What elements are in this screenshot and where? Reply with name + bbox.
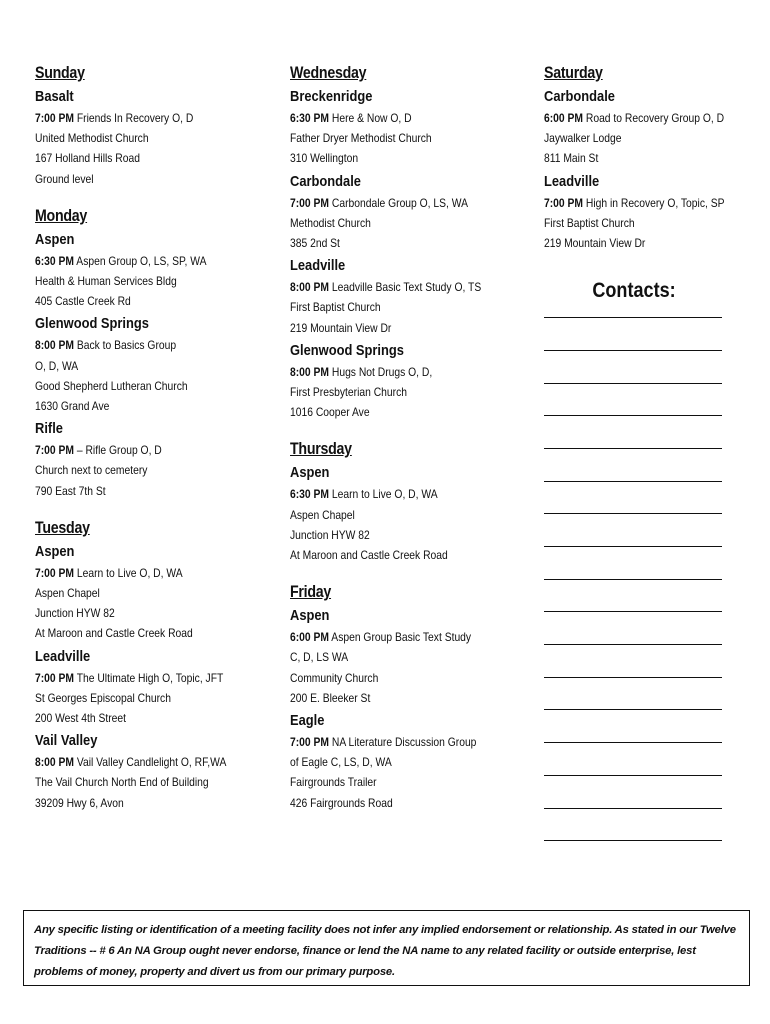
meeting-text: Aspen Chapel xyxy=(290,507,355,522)
meeting-text: 811 Main St xyxy=(544,151,599,166)
meeting-text: First Presbyterian Church xyxy=(290,385,408,400)
meeting-text: 200 E. Bleeker St xyxy=(290,690,371,705)
meeting-time: 7:00 PM xyxy=(35,443,75,458)
contact-blank-line xyxy=(544,775,722,776)
meeting-text: First Baptist Church xyxy=(290,300,381,315)
meeting-text: Fairgrounds Trailer xyxy=(290,775,377,790)
meeting-line xyxy=(544,108,725,128)
meeting-text: – Rifle Group O, D xyxy=(74,443,162,458)
meeting-time: 7:00 PM xyxy=(290,735,330,750)
meeting-text: 310 Wellington xyxy=(290,151,359,166)
meeting-text: High in Recovery O, Topic, SP xyxy=(583,195,725,210)
meeting-line xyxy=(35,148,241,168)
meeting-text: Junction HYW 82 xyxy=(290,527,370,542)
meeting-time: 7:00 PM xyxy=(290,195,330,210)
city-heading: Eagle xyxy=(290,712,325,730)
contact-blank-line xyxy=(544,513,722,514)
schedule-column-2 xyxy=(290,62,535,813)
meeting-line xyxy=(35,271,241,291)
contact-blank-line xyxy=(544,383,722,384)
meeting-line xyxy=(290,402,501,422)
meeting-line xyxy=(290,382,501,402)
contact-blank-line xyxy=(544,448,722,449)
contact-blank-line xyxy=(544,350,722,351)
meeting-time: 8:00 PM xyxy=(35,338,75,353)
meeting-line xyxy=(290,362,501,382)
meeting-line xyxy=(290,525,501,545)
day-heading: Thursday xyxy=(290,440,352,459)
meeting-text: 790 East 7th St xyxy=(35,483,106,498)
city-heading: Glenwood Springs xyxy=(290,341,404,359)
meeting-line xyxy=(290,545,501,565)
contact-blank-line xyxy=(544,808,722,809)
city-heading: Leadville xyxy=(35,647,91,665)
meeting-line xyxy=(35,376,241,396)
contact-blank-line xyxy=(544,579,722,580)
meeting-time: 7:00 PM xyxy=(35,670,75,685)
contact-blank-line xyxy=(544,742,722,743)
meeting-line xyxy=(290,108,501,128)
meeting-text: 219 Mountain View Dr xyxy=(290,320,392,335)
meeting-line xyxy=(35,583,241,603)
meeting-text: Aspen Group O, LS, SP, WA xyxy=(74,253,207,268)
meeting-text: 405 Castle Creek Rd xyxy=(35,294,131,309)
meeting-text: Good Shepherd Lutheran Church xyxy=(35,378,188,393)
city-heading: Breckenridge xyxy=(290,88,373,105)
schedule-column-1 xyxy=(35,62,275,813)
meeting-line xyxy=(290,148,501,168)
city-heading: Aspen xyxy=(35,542,75,560)
meeting-line xyxy=(290,647,501,667)
meeting-text: Learn to Live O, D, WA xyxy=(74,565,183,580)
meeting-text: 426 Fairgrounds Road xyxy=(290,795,393,810)
meeting-time: 7:00 PM xyxy=(35,565,75,580)
meeting-line xyxy=(35,108,241,128)
meeting-text: Community Church xyxy=(290,670,379,685)
meeting-line xyxy=(544,213,716,233)
meeting-line xyxy=(35,291,241,311)
meeting-text: Road to Recovery Group O, D xyxy=(583,111,725,125)
meeting-line xyxy=(35,668,241,688)
meeting-text: 200 West 4th Street xyxy=(35,711,127,726)
meeting-text: Here & Now O, D xyxy=(329,111,412,125)
meeting-line xyxy=(544,193,725,213)
schedule-column-3 xyxy=(544,62,744,841)
meeting-text: At Maroon and Castle Creek Road xyxy=(290,548,448,563)
city-heading: Glenwood Springs xyxy=(35,315,149,333)
meeting-line xyxy=(290,318,501,338)
contact-blank-line xyxy=(544,677,722,678)
day-heading: Tuesday xyxy=(35,518,90,537)
meeting-text: Jaywalker Lodge xyxy=(544,131,622,146)
city-heading: Leadville xyxy=(544,172,600,190)
meeting-line xyxy=(290,233,501,253)
meeting-text: Church next to cemetery xyxy=(35,463,148,478)
meeting-line xyxy=(35,440,241,460)
meeting-text: 385 2nd St xyxy=(290,236,340,251)
city-heading: Carbondale xyxy=(544,88,615,105)
meeting-line xyxy=(290,297,501,317)
meeting-text: 219 Mountain View Dr xyxy=(544,236,646,251)
meeting-text: O, D, WA xyxy=(35,358,79,373)
meeting-text: Father Dryer Methodist Church xyxy=(290,131,432,146)
city-heading: Basalt xyxy=(35,88,74,105)
meeting-line xyxy=(544,233,716,253)
meeting-line xyxy=(290,772,501,792)
meeting-line xyxy=(290,627,501,647)
meeting-line xyxy=(35,460,241,480)
meeting-line xyxy=(35,603,241,623)
city-heading: Aspen xyxy=(290,607,330,625)
contacts-title: Contacts: xyxy=(592,279,676,303)
meeting-line xyxy=(35,793,241,813)
day-heading: Wednesday xyxy=(290,64,367,82)
meeting-line xyxy=(290,128,501,148)
meeting-text: The Ultimate High O, Topic, JFT xyxy=(74,670,224,685)
city-heading: Rifle xyxy=(35,420,63,438)
day-heading: Monday xyxy=(35,206,88,225)
day-heading: Friday xyxy=(290,583,332,602)
meeting-time: 6:00 PM xyxy=(290,630,330,645)
meeting-text: 1016 Cooper Ave xyxy=(290,405,370,420)
meeting-line xyxy=(290,668,501,688)
meeting-time: 6:00 PM xyxy=(544,111,584,125)
meeting-text: First Baptist Church xyxy=(544,215,635,230)
city-heading: Aspen xyxy=(35,230,75,248)
meeting-line xyxy=(544,148,716,168)
meeting-time: 6:30 PM xyxy=(290,111,330,125)
meeting-line xyxy=(290,277,501,297)
meeting-text: 167 Holland Hills Road xyxy=(35,151,140,166)
meeting-time: 6:30 PM xyxy=(290,487,330,502)
meeting-time: 8:00 PM xyxy=(290,280,330,295)
meeting-text: 39209 Hwy 6, Avon xyxy=(35,795,124,810)
meeting-text: Ground level xyxy=(35,171,94,186)
contact-blank-line xyxy=(544,644,722,645)
saturday-holder xyxy=(544,62,744,253)
meeting-line xyxy=(35,623,241,643)
meeting-text: The Vail Church North End of Building xyxy=(35,775,209,790)
meeting-text: St Georges Episcopal Church xyxy=(35,690,171,705)
meeting-line xyxy=(35,169,241,189)
meeting-line xyxy=(35,128,241,148)
meeting-line xyxy=(290,688,501,708)
day-heading: Saturday xyxy=(544,64,603,82)
contact-lines xyxy=(544,317,744,841)
meeting-line xyxy=(35,752,241,772)
meeting-line xyxy=(290,484,501,504)
meeting-text: Aspen Chapel xyxy=(35,586,100,601)
day-heading: Sunday xyxy=(35,64,85,82)
meeting-text: Carbondale Group O, LS, WA xyxy=(329,195,469,210)
meeting-text: Methodist Church xyxy=(290,215,371,230)
contact-blank-line xyxy=(544,317,722,318)
meeting-text: Health & Human Services Bldg xyxy=(35,274,177,289)
contact-blank-line xyxy=(544,840,722,841)
contact-blank-line xyxy=(544,415,722,416)
meeting-time: 7:00 PM xyxy=(35,111,75,125)
meeting-line xyxy=(544,128,716,148)
meeting-time: 6:30 PM xyxy=(35,253,75,268)
meeting-line xyxy=(35,772,241,792)
meeting-text: Learn to Live O, D, WA xyxy=(329,487,438,502)
meeting-line xyxy=(35,356,241,376)
meeting-line xyxy=(290,193,501,213)
meeting-text: Junction HYW 82 xyxy=(35,606,115,621)
contact-blank-line xyxy=(544,481,722,482)
contact-blank-line xyxy=(544,709,722,710)
meeting-line xyxy=(290,752,501,772)
meeting-text: NA Literature Discussion Group xyxy=(329,735,477,750)
meeting-line xyxy=(290,793,501,813)
meeting-text: 1630 Grand Ave xyxy=(35,399,110,414)
disclaimer-box: Any specific listing or identification of a meeting facility does not infer any implied endorsement or relationship. As stated in our Twelve Traditions -- # 6 An NA Group ought never endorse, finance or lend the NA name to any related facility or outside enterprise, lest problems of money, property and divert us from our primary purpose. xyxy=(23,910,750,986)
meeting-text: Vail Valley Candlelight O, RF,WA xyxy=(74,755,227,770)
meeting-text: of Eagle C, LS, D, WA xyxy=(290,755,392,770)
meeting-time: 8:00 PM xyxy=(35,755,75,770)
meeting-line xyxy=(35,688,241,708)
meeting-line xyxy=(290,213,501,233)
city-heading: Leadville xyxy=(290,257,346,275)
meeting-text: C, D, LS WA xyxy=(290,650,349,665)
meeting-text: Leadville Basic Text Study O, TS xyxy=(329,280,482,295)
meeting-text: Friends In Recovery O, D xyxy=(74,111,194,125)
city-heading: Carbondale xyxy=(290,172,361,190)
contact-blank-line xyxy=(544,546,722,547)
contact-blank-line xyxy=(544,611,722,612)
meeting-line xyxy=(290,505,501,525)
meeting-line xyxy=(35,396,241,416)
meeting-line xyxy=(35,251,241,271)
meeting-text: United Methodist Church xyxy=(35,131,149,146)
meeting-line xyxy=(35,708,241,728)
meeting-time: 8:00 PM xyxy=(290,364,330,379)
city-heading: Aspen xyxy=(290,464,330,482)
meeting-text: Aspen Group Basic Text Study xyxy=(329,630,472,645)
meeting-time: 7:00 PM xyxy=(544,195,584,210)
meeting-line xyxy=(35,563,241,583)
meeting-line xyxy=(35,335,241,355)
meeting-line xyxy=(290,732,501,752)
meeting-text: Hugs Not Drugs O, D, xyxy=(329,364,433,379)
meeting-text: At Maroon and Castle Creek Road xyxy=(35,626,193,641)
meeting-text: Back to Basics Group xyxy=(74,338,177,353)
city-heading: Vail Valley xyxy=(35,732,98,750)
meeting-line xyxy=(35,481,241,501)
